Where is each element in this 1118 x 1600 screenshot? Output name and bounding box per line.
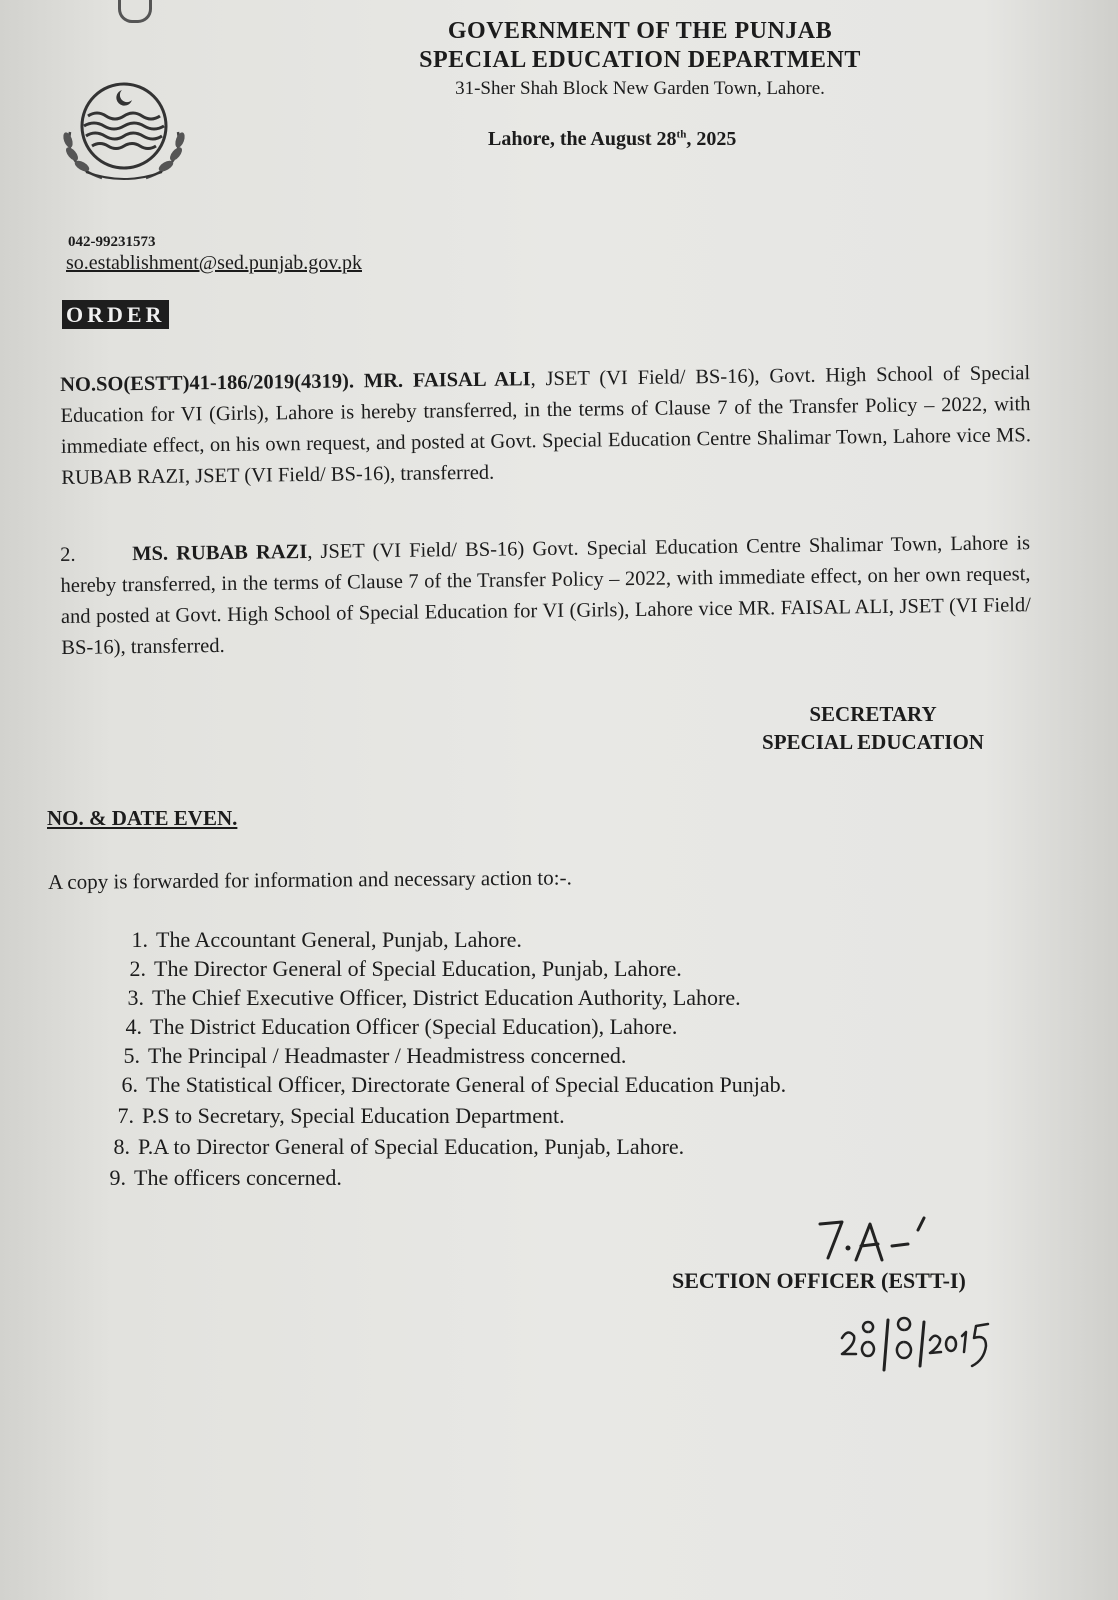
employee-name-1: MR. FAISAL ALI xyxy=(363,368,531,393)
list-item xyxy=(94,1134,684,1160)
list-item-number: 4. xyxy=(125,1014,142,1039)
list-item-number: 5. xyxy=(123,1043,140,1068)
paper-clip xyxy=(118,0,152,23)
phone-number: 042-99231573 xyxy=(68,234,156,250)
list-item xyxy=(110,956,682,982)
employee-name-2: MS. RUBAB RAZI xyxy=(132,540,308,566)
list-item-number: 3. xyxy=(127,985,144,1010)
handwritten-date xyxy=(838,1314,998,1374)
list-item-number: 7. xyxy=(117,1103,134,1128)
paragraph-number: 2. xyxy=(60,543,76,566)
list-item xyxy=(104,1043,626,1069)
date-superscript: th xyxy=(676,128,687,141)
list-item-text: The Statistical Officer, Directorate General of Special Education Punjab. xyxy=(146,1072,787,1097)
list-item-number: 6. xyxy=(121,1072,138,1097)
list-item-number: 2. xyxy=(129,956,146,981)
list-item-text: P.A to Director General of Special Education, Punjab, Lahore. xyxy=(138,1134,685,1159)
signatory-title: SECRETARY xyxy=(809,702,937,726)
order-reference: NO.SO(ESTT)41-186/2019(4319). xyxy=(60,370,355,396)
list-item-text: The Accountant General, Punjab, Lahore. xyxy=(156,927,522,952)
list-item-text: The Chief Executive Officer, District Education Authority, Lahore. xyxy=(152,985,741,1010)
date-prefix: Lahore, the August 28 xyxy=(488,128,677,150)
list-item xyxy=(106,1014,677,1040)
list-item-text: P.S to Secretary, Special Education Department. xyxy=(142,1103,565,1128)
list-item xyxy=(90,1165,342,1191)
signatory-department: SPECIAL EDUCATION xyxy=(762,730,984,754)
email-link[interactable]: so.establishment@sed.punjab.gov.pk xyxy=(66,252,362,274)
letterhead-department: SPECIAL EDUCATION DEPARTMENT xyxy=(419,47,861,73)
section-officer-title: SECTION OFFICER (ESTT-I) xyxy=(672,1268,966,1293)
secretary-signature-block xyxy=(728,700,1018,756)
list-item-text: The officers concerned. xyxy=(134,1165,342,1190)
list-item-text: The Principal / Headmaster / Headmistress concerned. xyxy=(148,1043,627,1068)
list-item-number: 9. xyxy=(109,1165,126,1190)
list-item-text: The Director General of Special Education, Punjab, Lahore. xyxy=(154,956,682,981)
list-item-number: 1. xyxy=(131,927,148,952)
list-item xyxy=(102,1072,786,1098)
list-item xyxy=(108,985,741,1011)
list-item-number: 8. xyxy=(113,1134,130,1159)
letterhead-address: 31-Sher Shah Block New Garden Town, Lahore. xyxy=(455,78,825,99)
paragraph-2-text: , JSET (VI Field/ BS-16) Govt. Special Education Centre Shalimar Town, Lahore is hereby transferred, in the terms of Clause 7 of the Transfer Policy – 2022, with immediate effect, on her own request, and posted at Govt. High School of Special Education for VI (Girls), Lahore vice MR. FAISAL ALI, JSET (VI Field/ BS-16), transferred. xyxy=(60,532,1032,659)
paragraph-1-text: , JSET (VI Field/ BS-16), Govt. High School of Special Education for VI (Girls), Lahore is hereby transferred, in the terms of Clause 7 of the Transfer Policy – 2022, with immediate effect, on his own request, and posted at Govt. Special Education Centre Shalimar Town, Lahore vice MS. RUBAB RAZI, JSET (VI Field/ BS-16), transferred. xyxy=(60,362,1032,489)
order-heading: ORDER xyxy=(62,300,169,329)
no-date-even: NO. & DATE EVEN. xyxy=(47,806,238,830)
date-suffix: , 2025 xyxy=(686,128,737,150)
forward-text: A copy is forwarded for information and necessary action to:-. xyxy=(48,865,572,894)
handwritten-initials xyxy=(812,1214,942,1264)
letter-date xyxy=(488,128,736,151)
list-item xyxy=(98,1103,565,1129)
punjab-emblem-icon xyxy=(56,74,192,186)
letterhead-government: GOVERNMENT OF THE PUNJAB xyxy=(447,18,833,44)
list-item xyxy=(112,927,522,953)
order-paragraph-1 xyxy=(60,358,1031,494)
order-paragraph-2 xyxy=(60,528,1031,664)
letterhead xyxy=(300,18,980,100)
list-item-text: The District Education Officer (Special Education), Lahore. xyxy=(150,1014,678,1039)
